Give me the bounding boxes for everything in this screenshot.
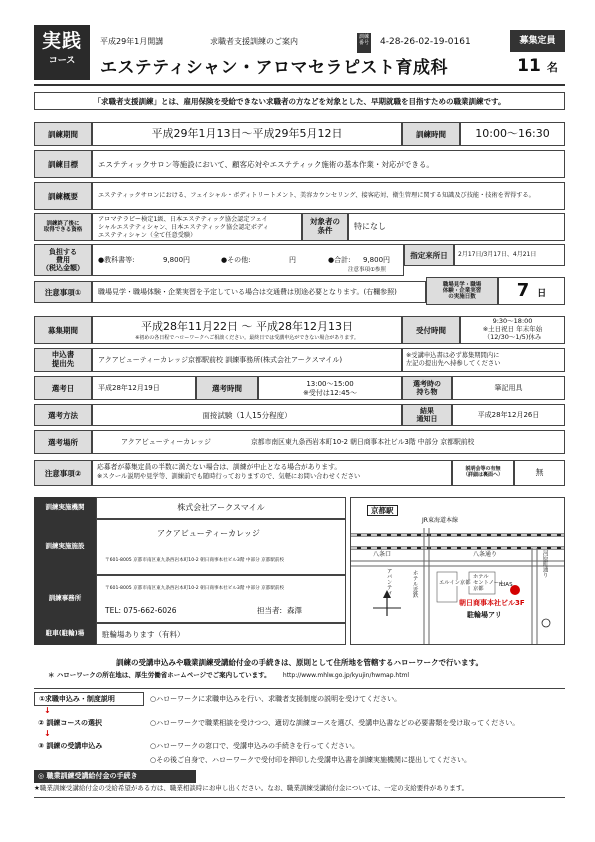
- start-text: 平成29年1月開講: [100, 37, 164, 46]
- visit-label: 職場見学・職場 体験・企業実習 の実施日数: [426, 277, 498, 305]
- method-value: 面接試験（1人15分程度）: [92, 404, 402, 426]
- hachijo-street: 八条通り: [473, 551, 498, 558]
- cost-label: 負担する 費用 （税込金額）: [34, 244, 92, 276]
- textbook-label: ●教科書等:: [98, 256, 135, 264]
- hw-url[interactable]: http://www.mhlw.go.jp/kyujin/hwmap.html: [282, 672, 410, 679]
- jr-line-label: JR東海道本線: [422, 517, 458, 524]
- accept-line-1: 9:30～18:00: [492, 317, 533, 325]
- carry-value: 筆記用具: [452, 376, 565, 400]
- step3-text-2: ○その後ご自身で、ハローワークで受付印を押印した受講申込書を訓練実施機関に提出してください。: [150, 756, 471, 764]
- target-label: 対象者の 条件: [302, 213, 348, 241]
- step1-text: ○ハローワークに求職申込みを行い、求職者支援制度の説明を受けてください。: [150, 695, 402, 703]
- accept-value: [460, 316, 565, 344]
- result-value: 平成28年12月26日: [452, 404, 565, 426]
- steps-rule: [34, 688, 565, 689]
- station-label: 京都駅: [367, 505, 398, 516]
- select-time-label: 選考時間: [196, 376, 258, 400]
- session-value: 無: [514, 460, 565, 486]
- select-time-2: ※受付は12:45～: [302, 389, 358, 398]
- total-value: 9,800円: [363, 256, 391, 264]
- submit-label: 申込書 提出先: [34, 348, 92, 372]
- select-time-1: 13:00～15:00: [306, 380, 354, 388]
- venue-name: アクアビューティーカレッジ: [121, 438, 212, 446]
- elain-label: エルイン京都: [439, 580, 471, 586]
- other-label: ●その他:: [221, 256, 251, 264]
- training-no-label: 訓練番号: [357, 33, 371, 53]
- select-time-value: [258, 376, 402, 400]
- goal-value: エステティックサロン等施設において、顧客応対やエステティック施術の基本作業・対応ができる。: [92, 150, 565, 178]
- step2-arrow: ↓: [44, 729, 51, 738]
- outline-value: エステティックサロンにおける、フェイシャル・ボディトリートメント、美容カウンセリング、接客応対、衛生管理に関する知識及び技能・技術を習得する。: [92, 182, 565, 210]
- target-value: 特になし: [348, 213, 565, 241]
- dates-value: 2月17日/3月17日、4月21日: [454, 244, 565, 266]
- submit-note-1: ※受講申込書は必ず募集期間内に: [406, 352, 500, 359]
- accept-label: 受付時間: [402, 316, 460, 344]
- building-label: 朝日商事本社ビル3F: [459, 599, 525, 607]
- step1-arrow: ↓: [44, 706, 51, 715]
- cost-value: [92, 244, 404, 276]
- step3-label: ③ 訓練の受講申込み: [38, 741, 103, 750]
- notice2-line-2: ※スクール説明や見学等、訓練前でも随時行っておりますので、気軽にお問い合わせください: [97, 472, 361, 480]
- select-date-label: 選考日: [34, 376, 92, 400]
- recruit-period-main: 平成28年11月22日 ～ 平成28年12月13日: [141, 320, 353, 333]
- org-value: 株式会社アークスマイル: [96, 497, 346, 519]
- other-value: 円: [289, 256, 296, 264]
- hw-note: ＊ ハローワークの所在地は、厚生労働省ホームページでご案内しています。 http://www.mhlw.go.jp/kyujin/hwmap.html: [48, 671, 410, 679]
- hours-label: 訓練時間: [402, 122, 460, 146]
- cost-note: 注意事項①参照: [348, 267, 386, 273]
- notice2-value: [92, 460, 452, 486]
- submit-value: アクアビューティーカレッジ京都駅前校 訓練事務所(株式会社アークスマイル): [92, 348, 402, 372]
- facility-address: 〒601-8005 京都市南区東九条西岩本町10-2 朝日商事本社ビル3階 中部分 京都駅前校: [105, 558, 285, 563]
- submit-note-2: 左記の提出先へ持参してください: [406, 360, 501, 368]
- recruit-period-value: [92, 316, 402, 344]
- training-no: 4-28-26-02-19-0161: [380, 37, 471, 47]
- staff-name: 森澤: [287, 606, 302, 615]
- grant-label: ◎ 職業訓練受講給付金の手続き: [34, 770, 196, 783]
- accept-line-2: ※土日祝日 年末年始: [482, 324, 543, 333]
- office-address: 〒601-8005 京都市南区東九条西岩本町10-2 朝日商事本社ビル3階 中部分 京都駅前校: [105, 586, 285, 591]
- avanti-label: アバンティ: [385, 568, 392, 596]
- hw-main-text: 訓練の受講申込みや職業訓練受講給付金の手続きは、原則として住所地を管轄するハローワークで行います。: [116, 658, 483, 667]
- venue-value: [92, 430, 565, 454]
- dates-label: 指定来所日: [404, 244, 454, 266]
- intro-text: 「求職者支援訓練」とは、雇用保険を受給できない求職者の方などを対象とした、早期就職を目指すための職業訓練です。: [34, 92, 565, 110]
- notice2-label: 注意事項②: [34, 460, 92, 486]
- quals-line-2: シャルエステティシャン、日本エステティック協会認定ボディ: [98, 223, 269, 231]
- kintetsu-label: ホテル近鉄: [411, 570, 418, 598]
- textbook-value: 9,800円: [163, 256, 191, 264]
- notice2-line-1: 応募者が募集定員の半数に満たない場合は、訓練が中止となる場合があります。: [97, 463, 342, 471]
- org-label: 訓練実施機関: [34, 497, 96, 519]
- method-label: 選考方法: [34, 404, 92, 426]
- hachijo-gate: 八条口: [373, 551, 392, 558]
- venue-address: 京都市南区東九条西岩本町10-2 朝日商事本社ビル3階 中部分 京都駅前校: [251, 438, 475, 446]
- recruit-period-label: 募集期間: [34, 316, 92, 344]
- result-label: 結果 通知日: [402, 404, 452, 426]
- capacity-label: 募集定員: [510, 30, 565, 52]
- period-value: 平成29年1月13日～平成29年5月12日: [92, 122, 402, 146]
- grant-text: ★職業訓練受講給付金の受給希望がある方は、職業相談時にお申し出ください。なお、職業訓練受講給付金については、一定の支給要件があります。: [34, 784, 469, 792]
- venue-label: 選考場所: [34, 430, 92, 454]
- step1-label: ①求職申込み・制度説明: [34, 692, 144, 706]
- facility-label: 訓練実施施設: [34, 519, 96, 575]
- notice-text: 求職者支援訓練のご案内: [210, 37, 298, 46]
- sentnome-2: セントノーム: [473, 580, 505, 587]
- quals-label: 訓練終了後に 取得できる資格: [34, 213, 92, 241]
- outline-label: 訓練概要: [34, 182, 92, 210]
- jissen-badge: [34, 25, 90, 80]
- step2-text: ○ハローワークで職業相談を受けつつ、適切な訓練コースを選び、受講申込書などの必要書類を受け取ってください。: [150, 719, 520, 727]
- course-title: エステティシャン・アロマセラピスト育成科: [100, 58, 448, 78]
- facility-value: [96, 519, 346, 575]
- badge-bottom: コース: [48, 55, 76, 66]
- footer-rule: [34, 797, 565, 798]
- accept-line-3: （12/30～1/5)休み: [483, 332, 542, 341]
- parking-value: 駐輪場あります（有料）: [96, 623, 346, 645]
- facility-name: アクアビューティーカレッジ: [157, 529, 260, 538]
- session-label: 説明会等の有無 （詳細は裏面へ）: [452, 460, 514, 486]
- select-date-value: 平成28年12月19日: [92, 376, 196, 400]
- visit-days: 7 日: [498, 277, 565, 305]
- step2-label: ② 訓練コースの選択: [38, 718, 103, 727]
- quals-line-1: アロマテラピー検定1級、日本エステティック協会認定フェイ: [98, 216, 268, 223]
- notice1-value: 職場見学・職場体験・企業実習を予定している場合は交通費は別途必要となります。(右欄参照): [92, 281, 426, 303]
- submit-note: [402, 348, 565, 372]
- notice1-label: 注意事項①: [34, 281, 92, 303]
- staff-label: 担当者:: [257, 606, 283, 615]
- sentnome-3: 京都: [473, 586, 484, 593]
- recruit-period-note: ※初めの各日程でハローワークへご相談ください。最終日では受講申込ができない場合があります。: [135, 335, 359, 342]
- badge-top: 実践: [41, 30, 82, 52]
- parking-map-label: 駐輪場アリ: [467, 611, 502, 619]
- sentnome-1: ホテル: [473, 574, 489, 580]
- parking-label: 駐車(駐輪)場: [34, 623, 96, 645]
- hours-value: 10:00～16:30: [460, 122, 565, 146]
- capacity-value: 11 名: [517, 56, 558, 76]
- access-map: [350, 497, 565, 645]
- office-label: 訓練事務所: [34, 575, 96, 623]
- kawaramachi-label: 河原町通り: [541, 550, 548, 578]
- quals-line-3: エステティシャン（全て任意受験）: [98, 231, 197, 239]
- office-value: [96, 575, 346, 623]
- period-label: 訓練期間: [34, 122, 92, 146]
- total-label: ●合計:: [328, 256, 351, 264]
- ilias-label: ILIAS: [499, 582, 513, 588]
- quals-value: [92, 213, 302, 241]
- step3-text-1: ○ハローワークの窓口で、受講申込みの手続きを行ってください。: [150, 742, 359, 750]
- goal-label: 訓練目標: [34, 150, 92, 178]
- header-rule: [34, 84, 565, 86]
- carry-label: 選考時の 持ち物: [402, 376, 452, 400]
- office-tel: TEL: 075-662-6026: [105, 606, 177, 615]
